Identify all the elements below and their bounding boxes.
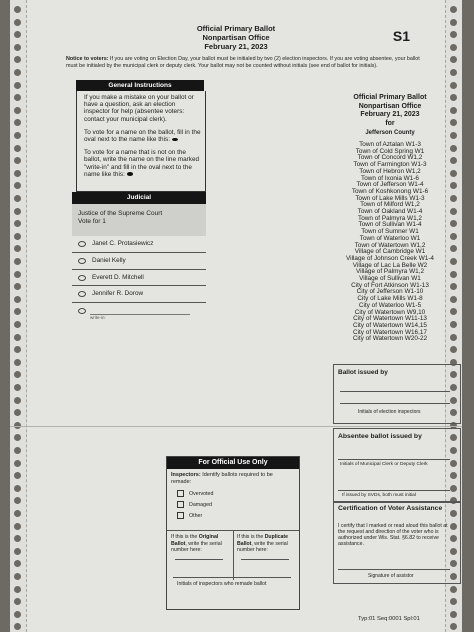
county-name: Jefferson County — [365, 130, 415, 136]
municipality-item: Village of Lac La Belle W2 — [352, 261, 428, 269]
municipality-item: Town of Farmington W1-3 — [353, 161, 427, 169]
ballot-sequence: Typ:01 Seq:0001 Spl:01 — [358, 616, 420, 622]
municipality-item: City of Watertown W11-13 — [353, 315, 427, 323]
absentee-caption-1: Initials of Municipal Clerk or Deputy Clerk — [340, 462, 428, 467]
feed-hole — [450, 69, 457, 76]
header-line-2: Nonpartisan Office — [202, 33, 270, 42]
feed-hole — [14, 598, 21, 605]
feed-hole — [14, 371, 21, 378]
feed-hole — [450, 598, 457, 605]
option-other[interactable] — [177, 512, 202, 519]
municipality-item: City of Watertown W9,10 — [354, 308, 426, 316]
duplicate-serial-line[interactable] — [241, 559, 289, 560]
header-line-1: Official Primary Ballot — [196, 24, 276, 33]
municipality-item: City of Watertown W16,17 — [353, 328, 427, 336]
checkbox-icon[interactable] — [177, 490, 184, 497]
assistance-body: I certify that I marked or read aloud this ballot at the request and direction of the voter who is authorized under Wis. Stat. §6.82 to receive assistance. — [338, 523, 448, 547]
feed-hole — [14, 245, 21, 252]
general-instructions-text — [84, 94, 202, 184]
feed-hole — [450, 6, 457, 13]
municipality-item: Village of Cambridge W1 — [354, 248, 426, 256]
judicial-section-title: Judicial — [72, 192, 206, 204]
feed-hole — [14, 409, 21, 416]
absentee-caption-2: If issued by SVDs, both must initial — [342, 493, 416, 498]
absentee-box — [333, 428, 461, 502]
write-in-oval[interactable] — [78, 308, 86, 314]
feed-hole — [14, 560, 21, 567]
write-in-row[interactable] — [72, 303, 206, 325]
feed-hole — [14, 485, 21, 492]
ballot-issued-box — [333, 364, 461, 424]
remade-initials-caption: Initials of inspectors who remade ballot — [177, 581, 267, 587]
candidate-oval[interactable] — [78, 291, 86, 297]
municipality-item: City of Jefferson W1-10 — [356, 288, 424, 296]
feed-hole — [14, 69, 21, 76]
candidate-row[interactable] — [72, 270, 206, 287]
feed-hole — [450, 56, 457, 63]
feed-hole — [14, 384, 21, 391]
feed-hole — [14, 44, 21, 51]
feed-hole — [14, 523, 21, 530]
right-title-2: Nonpartisan Office — [358, 102, 422, 110]
feed-hole — [14, 535, 21, 542]
municipality-item: Town of Watertown W1,2 — [354, 241, 426, 249]
municipality-item: City of Lake Mills W1-8 — [357, 295, 423, 303]
feed-hole — [14, 132, 21, 139]
inspectors-label: Inspectors: — [171, 472, 201, 478]
feed-hole — [14, 623, 21, 630]
right-title-3: February 21, 2023 — [360, 111, 420, 118]
municipality-list — [328, 142, 452, 343]
right-title-1: Official Primary Ballot — [353, 94, 427, 101]
option-label: Other — [189, 512, 203, 519]
candidate-name: Jennifer R. Dorow — [92, 290, 144, 298]
municipality-item: City of Watertown W20-22 — [352, 335, 428, 343]
municipality-item: Town of Ixonia W1-6 — [361, 174, 419, 182]
notice-to-voters — [66, 56, 426, 69]
feed-hole — [14, 460, 21, 467]
general-instructions-title: General Instructions — [76, 80, 204, 91]
office-name: Justice of the Supreme Court — [78, 210, 163, 217]
remade-initials-line[interactable] — [173, 577, 291, 578]
municipality-item: Village of Sullivan W1 — [359, 275, 421, 283]
municipality-item: Town of Oakland W1-4 — [357, 208, 423, 216]
feed-hole — [14, 56, 21, 63]
feed-hole — [450, 82, 457, 89]
feed-hole — [14, 157, 21, 164]
filled-oval-icon — [127, 172, 133, 176]
orig-bold: Original Ballot — [171, 534, 219, 547]
office-header — [72, 204, 206, 236]
feed-hole — [14, 258, 21, 265]
candidate-list — [72, 236, 206, 325]
feed-hole — [14, 573, 21, 580]
feed-hole — [14, 31, 21, 38]
feed-hole — [14, 220, 21, 227]
feed-hole — [14, 296, 21, 303]
feed-hole — [14, 586, 21, 593]
municipality-item: Town of Milford W1,2 — [360, 201, 420, 209]
feed-hole — [14, 208, 21, 215]
feed-hole — [14, 195, 21, 202]
feed-hole — [14, 6, 21, 13]
checkbox-icon[interactable] — [177, 501, 184, 508]
candidate-row[interactable] — [72, 286, 206, 303]
feed-hole — [14, 308, 21, 315]
municipality-item: Village of Johnson Creek W1-4 — [346, 254, 434, 262]
feed-hole — [14, 548, 21, 555]
municipality-item: City of Watertown W14,15 — [353, 321, 427, 329]
feed-hole — [14, 510, 21, 517]
municipality-item: Town of Lake Mills W1-3 — [355, 194, 425, 202]
ballot-header — [28, 24, 444, 51]
notice-label: Notice to voters: — [66, 56, 109, 62]
feed-hole — [14, 94, 21, 101]
municipality-item: Town of Sumner W1 — [361, 228, 419, 236]
municipality-item: Town of Aztalan W1-3 — [359, 141, 421, 148]
inspectors-instruction — [171, 472, 293, 485]
feed-hole — [450, 44, 457, 51]
feed-hole — [14, 321, 21, 328]
feed-hole — [14, 346, 21, 353]
option-label: Overvoted — [189, 490, 214, 497]
filled-oval-icon — [172, 138, 178, 142]
candidate-name: Everett D. Mitchell — [92, 273, 144, 281]
feed-hole — [450, 586, 457, 593]
feed-hole — [14, 271, 21, 278]
notice-text: If you are voting on Election Day, your ballot must be initialed by two (2) election inspectors. If you are voting absentee, your ballot must be initialed by the municipal clerk or deputy clerk. Your ballot may not be counted without initials (see end of ballot for initials). — [66, 56, 420, 69]
feed-hole — [14, 82, 21, 89]
feed-hole — [14, 283, 21, 290]
candidate-row[interactable] — [72, 253, 206, 270]
dup-text-b: , write the serial number here: — [237, 540, 288, 553]
assistance-title: Certification of Voter Assistance — [338, 505, 443, 512]
municipality-item: Town of Waterloo W1 — [359, 234, 421, 242]
feed-hole — [14, 233, 21, 240]
feed-hole — [14, 497, 21, 504]
municipality-item: Town of Palmyra W1,2 — [358, 214, 422, 222]
instruction-p2-text: To vote for a name on the ballot, fill in the oval next to the name like this: — [84, 128, 201, 144]
clerk-initials-line[interactable] — [338, 459, 450, 460]
tractor-strip-left — [10, 0, 27, 632]
feed-hole — [14, 182, 21, 189]
write-in-label: write-in: — [90, 315, 106, 321]
instruction-p2 — [84, 129, 202, 143]
absentee-title: Absentee ballot issued by — [338, 433, 422, 440]
feed-hole — [14, 472, 21, 479]
candidate-name: Janet C. Protasiewicz — [92, 240, 154, 247]
feed-hole — [450, 623, 457, 630]
option-label: Damaged — [189, 501, 212, 508]
municipality-item: Town of Cold Spring W1 — [355, 147, 425, 155]
inspectors-text: Identify ballots required to be remade: — [171, 472, 273, 485]
original-serial-line[interactable] — [175, 559, 223, 560]
municipality-item: Town of Koshkonong W1-6 — [351, 187, 429, 195]
official-use-box — [166, 456, 300, 610]
feed-hole — [14, 434, 21, 441]
municipality-item: Town of Jefferson W1-4 — [356, 181, 424, 189]
feed-hole — [14, 611, 21, 618]
feed-hole — [14, 170, 21, 177]
vote-for-count: Vote for 1 — [78, 218, 106, 225]
voter-assistance-box — [333, 502, 461, 584]
feed-hole — [450, 611, 457, 618]
initials-line[interactable] — [340, 403, 450, 404]
candidate-oval[interactable] — [78, 241, 86, 247]
feed-hole — [450, 31, 457, 38]
dup-text-a: If this is the — [237, 534, 265, 540]
initials-line[interactable] — [340, 391, 450, 392]
svd-initials-line[interactable] — [338, 490, 450, 491]
option-damaged[interactable] — [177, 501, 212, 508]
candidate-oval[interactable] — [78, 275, 86, 281]
ballot-issued-caption: Initials of election inspectors — [358, 409, 421, 415]
candidate-oval[interactable] — [78, 258, 86, 264]
candidate-row[interactable] — [72, 236, 206, 253]
checkbox-icon[interactable] — [177, 512, 184, 519]
ballot-style-id: S1 — [392, 28, 410, 44]
municipality-item: Town of Sullivan W1-4 — [358, 221, 422, 229]
duplicate-ballot-note — [237, 534, 295, 554]
header-line-3: February 21, 2023 — [204, 42, 268, 51]
original-ballot-note — [171, 534, 229, 554]
municipality-item: City of Fort Atkinson W1-13 — [351, 281, 429, 289]
dup-bold: Duplicate Ballot — [237, 534, 289, 547]
municipality-item: City of Waterloo W1-5 — [358, 301, 422, 309]
right-title-4: for — [385, 119, 395, 127]
feed-hole — [14, 397, 21, 404]
feed-hole — [14, 19, 21, 26]
instruction-p3 — [84, 149, 202, 178]
ballot-issued-title: Ballot issued by — [338, 369, 388, 376]
municipality-item: Town of Concord W1,2 — [357, 154, 423, 162]
municipality-item: Village of Palmyra W1,2 — [355, 268, 425, 276]
feed-hole — [14, 359, 21, 366]
feed-hole — [450, 19, 457, 26]
official-use-title: For Official Use Only — [167, 457, 299, 469]
feed-hole — [14, 334, 21, 341]
instruction-p3-text: To vote for a name that is not on the ballot, write the name on the line marked "write-in" and fill in the oval next to the name like this: — [84, 149, 200, 178]
feed-hole — [14, 447, 21, 454]
orig-text-b: , write the serial number here: — [171, 540, 222, 553]
assistor-caption: Signature of assistor — [368, 573, 414, 579]
feed-hole — [14, 107, 21, 114]
fold-line — [10, 426, 462, 427]
instruction-p1: If you make a mistake on your ballot or have a question, ask an election inspector for help (absentee voters: contact your municipal clerk). — [84, 94, 194, 123]
feed-hole — [450, 346, 457, 353]
feed-hole — [14, 119, 21, 126]
feed-hole — [14, 145, 21, 152]
assistor-signature-line[interactable] — [338, 569, 450, 570]
candidate-name: Daniel Kelly — [92, 256, 126, 264]
option-overvoted[interactable] — [177, 490, 213, 497]
right-column-title — [328, 94, 452, 128]
municipality-item: Town of Hebron W1,2 — [359, 167, 421, 175]
orig-text-a: If this is the — [171, 534, 199, 540]
divider — [233, 530, 234, 580]
